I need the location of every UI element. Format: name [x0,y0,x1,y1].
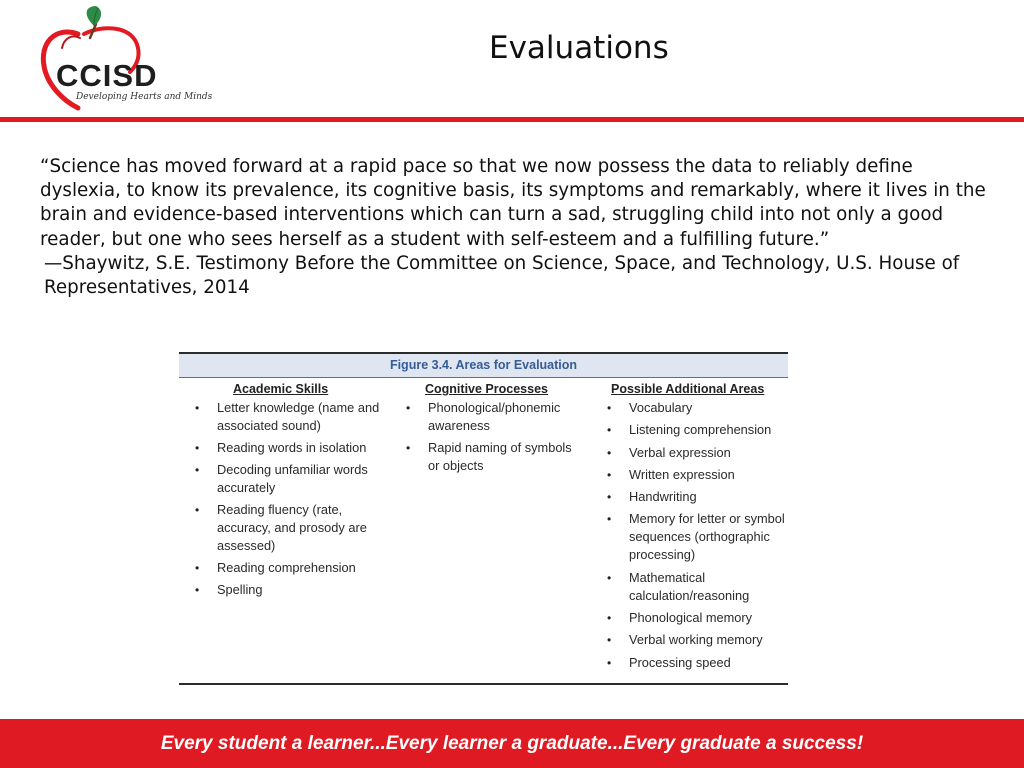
column-list [605,399,785,672]
list-item [193,581,389,599]
bullet-icon: • [607,655,612,670]
list-item [605,654,785,672]
list-item-text: Phonological/phonemic awareness [428,400,561,433]
list-item-text: Listening comprehension [629,422,772,438]
list-item [605,421,785,439]
list-item [193,399,389,435]
list-item [605,569,785,605]
list-item-text: Rapid naming of symbols or objects [428,440,572,473]
bullet-icon: • [607,401,612,415]
list-item-text: Memory for letter or symbol sequences (orthographic processing) [629,511,785,563]
list-item-text: Phonological memory [629,610,753,626]
bullet-icon: • [406,441,411,455]
areas-for-evaluation-figure [179,352,788,684]
list-item-text: Written expression [629,466,735,482]
footer-motto: Every student a learner...Every learner a graduate...Every graduate a success! [160,733,864,754]
logo-wordmark: CCISD [56,58,158,93]
ccisd-logo [34,4,213,112]
bullet-icon: • [406,401,411,415]
bullet-icon: • [607,633,612,648]
list-item [193,439,389,457]
list-item-text: Reading comprehension [217,560,356,575]
list-item-text: Verbal working memory [629,632,763,648]
bullet-icon: • [607,467,612,482]
list-item-text: Processing speed [629,654,731,670]
list-item [605,631,785,649]
list-item-text: Letter knowledge (name and associated sound) [217,400,380,433]
column-heading: Possible Additional Areas [611,382,765,396]
list-item [404,399,584,435]
header-divider [0,117,1024,122]
list-item [605,466,785,484]
column-heading: Cognitive Processes [425,382,548,396]
list-item [605,510,785,564]
list-item-text: Mathematical calculation/reasoning [629,569,750,603]
list-item [404,439,584,475]
bullet-icon: • [195,463,200,477]
figure-bottom-rule [179,683,788,685]
column-cognitive-processes [404,382,584,479]
bullet-icon: • [607,423,612,438]
quote-block [40,155,990,300]
list-item-text: Reading fluency (rate, accuracy, and prosody are assessed) [217,502,367,553]
bullet-icon: • [607,512,612,527]
bullet-icon: • [195,561,200,575]
bullet-icon: • [195,441,200,455]
list-item [605,609,785,627]
list-item-text: Spelling [217,582,263,597]
logo-tagline: Developing Hearts and Minds [76,92,213,102]
column-academic-skills [193,382,389,603]
bullet-icon: • [195,503,200,517]
list-item [193,559,389,577]
column-possible-additional-areas [605,382,785,676]
bullet-icon: • [607,490,612,505]
figure-caption: Figure 3.4. Areas for Evaluation [389,358,578,372]
bullet-icon: • [607,570,612,585]
slide-title: Evaluations [489,30,669,66]
column-list [404,399,584,475]
quote-text: “Science has moved forward at a rapid pace so that we now possess the data to reliably define dyslexia, to know its prevalence, its cognitive basis, its symptoms and remarkably, where it lives in the brain and evidence-based interventions which can turn a sad, struggling child into not only a good reader, but one who sees herself as a student with self-esteem and a fulfilling future.” [40,156,986,250]
list-item [605,444,785,462]
column-heading: Academic Skills [233,382,329,396]
bullet-icon: • [607,611,612,626]
bullet-icon: • [195,583,200,597]
list-item-text: Verbal expression [629,444,731,460]
list-item [193,501,389,555]
quote-attribution: —Shaywitz, S.E. Testimony Before the Committee on Science, Space, and Technology, U.S. House of Representatives, 2014 [44,252,960,299]
list-item-text: Decoding unfamiliar words accurately [217,462,368,495]
bullet-icon: • [195,401,200,415]
column-list [193,399,389,599]
list-item-text: Vocabulary [629,400,693,415]
list-item [193,461,389,497]
figure-caption-rule [179,377,788,378]
list-item-text: Handwriting [629,489,697,505]
footer-banner [0,719,1024,768]
list-item [605,488,785,506]
list-item-text: Reading words in isolation [217,440,367,455]
bullet-icon: • [607,445,612,460]
list-item [605,399,785,417]
